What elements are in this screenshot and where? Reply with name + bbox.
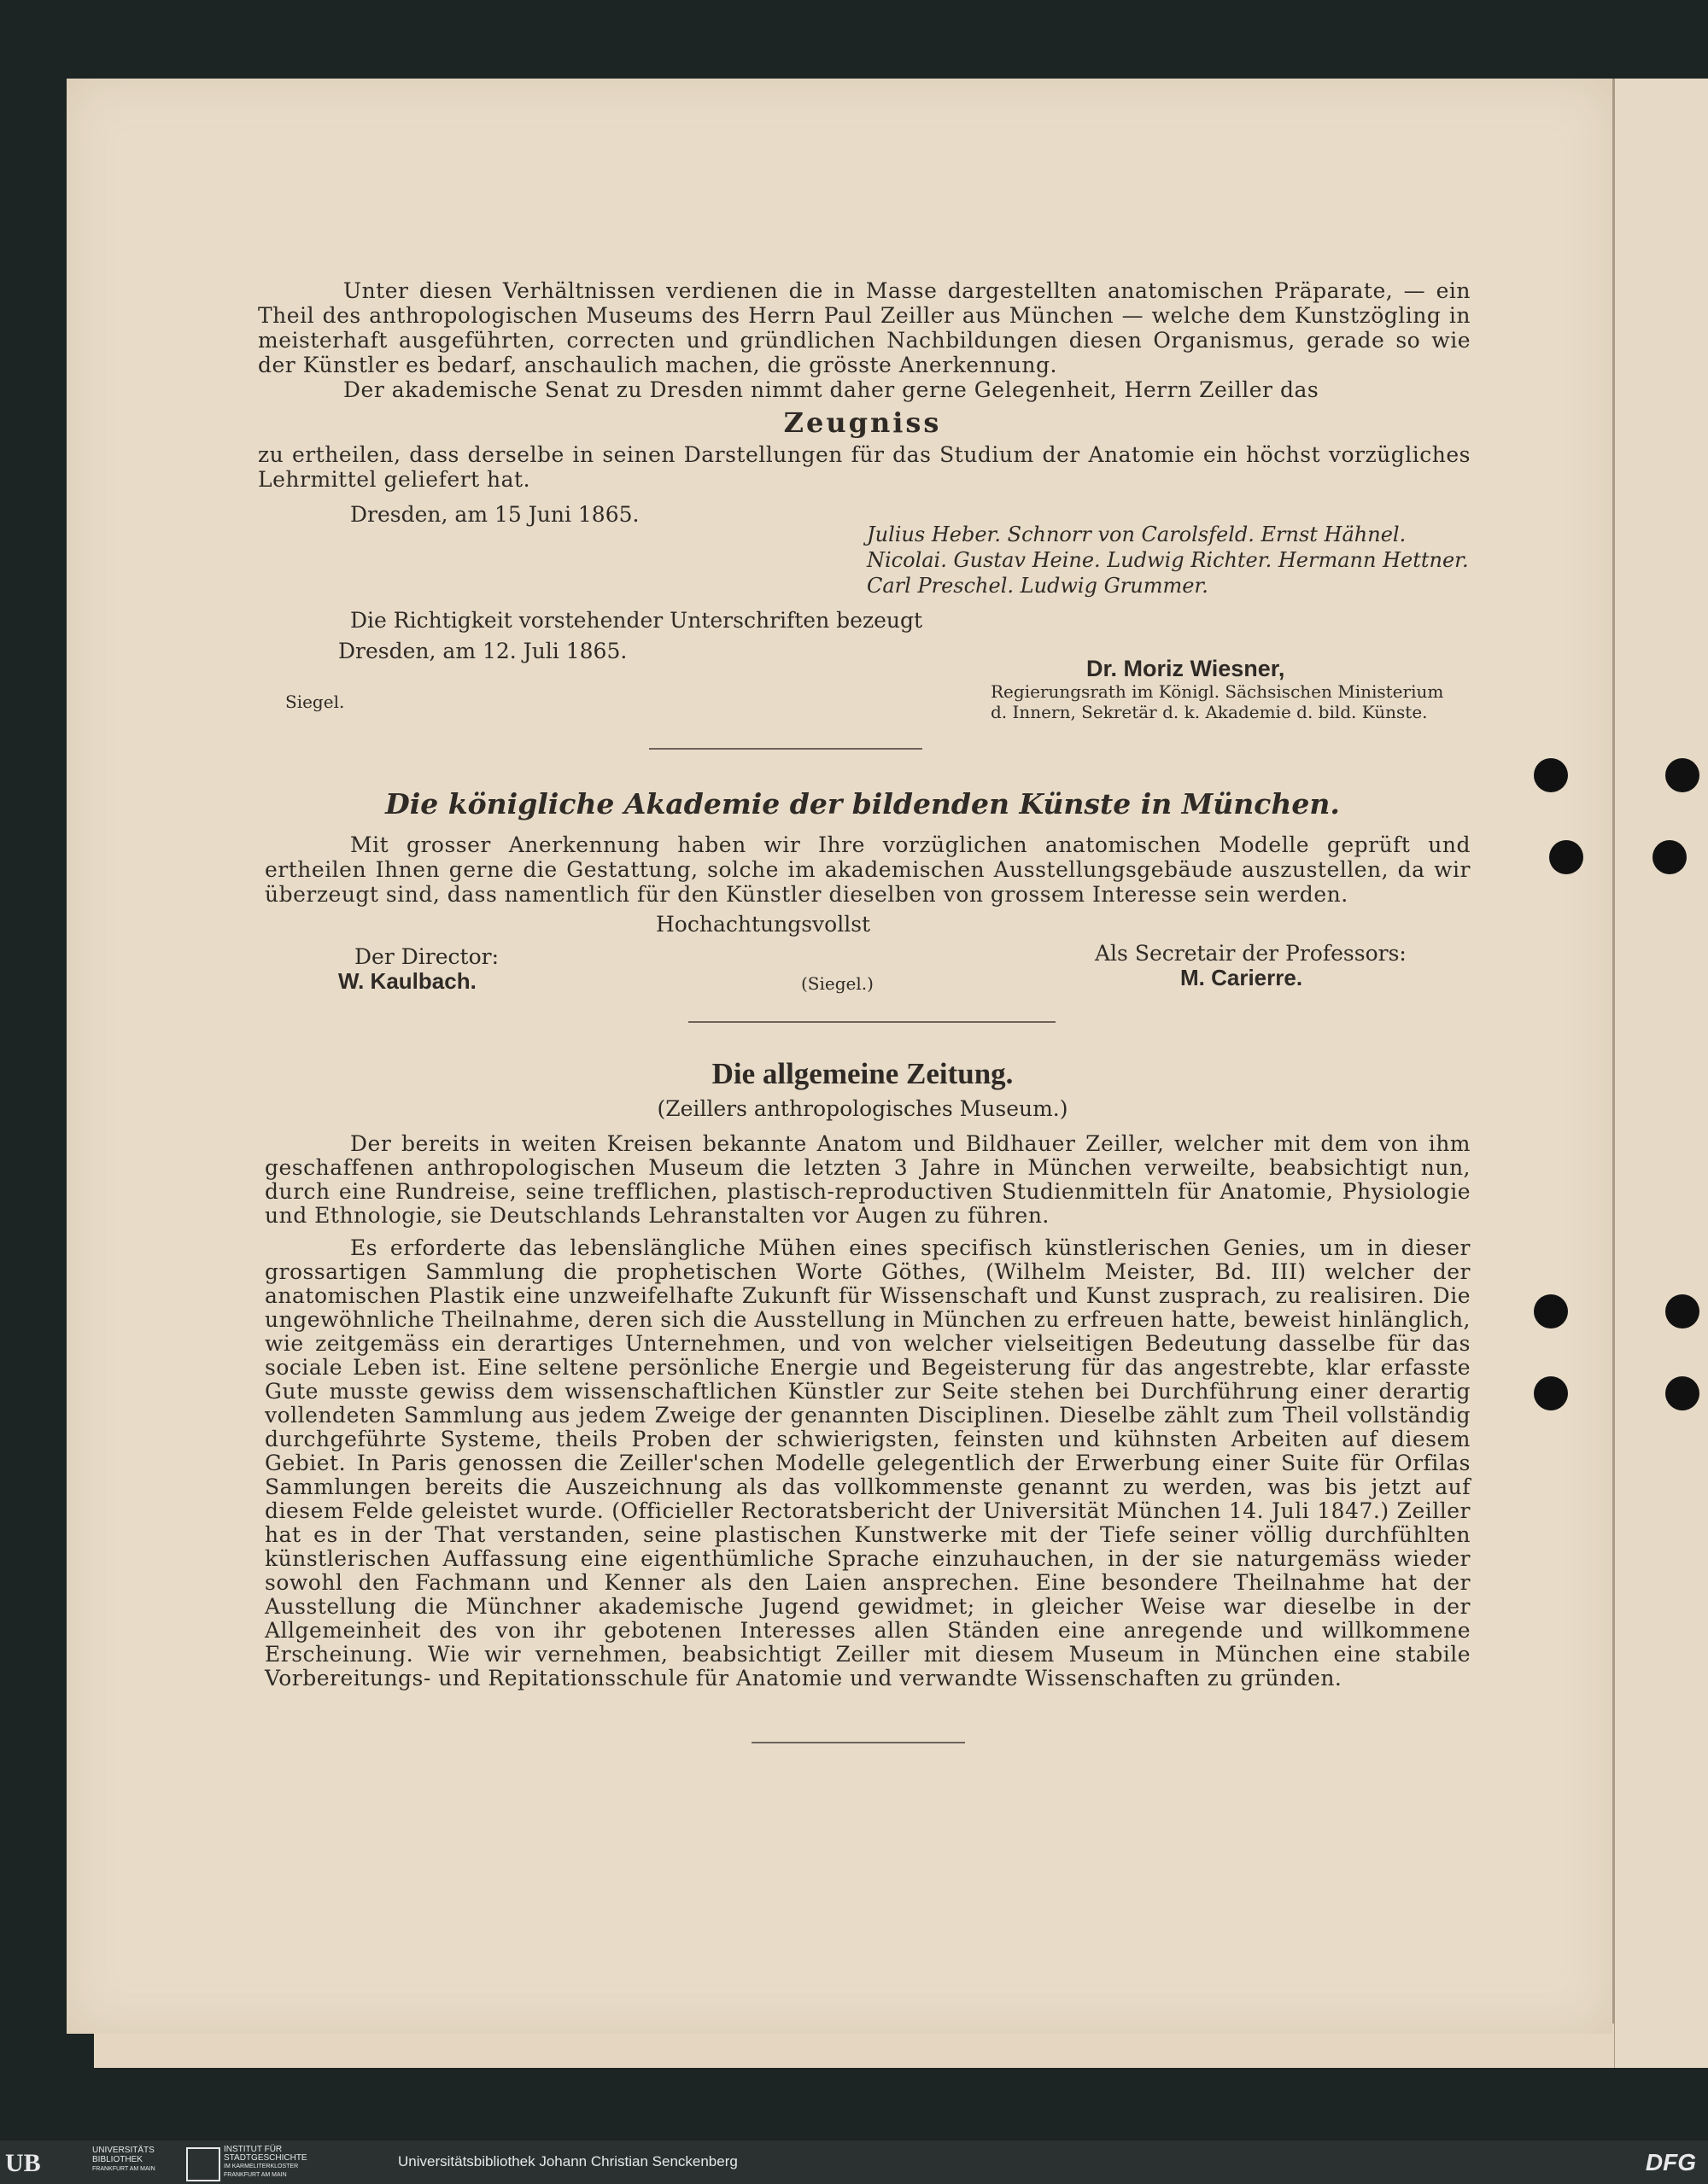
isg-logo-icon — [186, 2147, 220, 2181]
signatories-line-2: Nicolai. Gustav Heine. Ludwig Richter. Hermann Hettner. — [867, 548, 1469, 572]
closing-salutation: Hochachtungsvollst — [656, 912, 871, 937]
official-title-line-2: d. Innern, Sekretär d. k. Akademie d. bild. Künste. — [991, 702, 1428, 722]
zeugnis-paragraph-3: zu ertheilen, dass derselbe in seinen Darstellungen für das Studium der Anatomie ein höchst vorzügliches Lehrmittel geliefert hat. — [258, 442, 1471, 492]
ub-logo-text: UNIVERSITÄTS BIBLIOTHEK FRANKFURT AM MAIN — [92, 2146, 155, 2172]
zeitung-subheading: (Zeillers anthropologisches Museum.) — [657, 1096, 1068, 1121]
akademie-seal: (Siegel.) — [801, 973, 874, 994]
isg-logo-text: INSTITUT FÜR STADTGESCHICHTE IM KARMELITERKLOSTER FRANKFURT AM MAIN — [224, 2145, 307, 2178]
zeitung-paragraph-2: Es erforderte das lebenslängliche Mühen eines specifisch künstlerischen Genies, um in dieser grossartigen Sammlung die prophetischen Worte Göthes, (Wilhelm Meister, Bd. III) welcher der anatomischen Plastik eine unzweifelhafte Zukunft für Wissenschaft und Kunst zusprach, zu realisiren. Die ungewöhnliche Theilnahme, deren sich die Ausstellung in München zu erfreuen hatte, beweist hinlänglich, wie zeitgemäss ein derartiges Unternehmen, und von welcher vielseitigen Bedeutung dasselbe für das sociale Leben ist. Eine seltene persönliche Energie und Begeisterung für das angestrebte, klar erfasste Gute musste gewiss dem wissenschaftlichen Künstler zur Seite stehen bei Durchführung einer derartig vollendeten Sammlung aus jedem Zweige der genannten Disciplinen. Dieselbe zählt zum Theil vollständig durchgeführte Systeme, theils Proben der schwierigsten, feinsten und kühnsten Arbeiten auf diesem Gebiet. In Paris genossen die Zeiller'schen Modelle gelegentlich der Erwerbung einer Suite für Orfilas Sammlungen bereits die Auszeichnung als das vollkommenste genannt zu werden, was bis jetzt auf diesem Felde geleistet wurde. (Officieller Rectoratsbericht der Universität München 14. Juli 1847.) Zeiller hat es in der That verstanden, seine plastischen Kunstwerke mit der Tiefe seiner völlig durchfühlten künstlerischen Auffassung eine eigenthümliche Sprache einzuhauchen, in der sie naturgemäss wieder sowohl den Fachmann und Kenner als den Laien ansprechen. Eine besondere Theilnahme hat der Ausstellung die Münchner akademische Jugend gewidmet; in gleicher Weise war dieselbe in der Allgemeinheit des von ihr gebotenen Interesses allen Ständen eine anregende und willkommene Erscheinung. Wie wir vernehmen, beabsichtigt Zeiller mit diesem Museum in München eine stabile Vorbereitungs- und Repitationsschule für Anatomie und verwandte Wissenschaften zu gründen. — [265, 1235, 1471, 1691]
director-label: Der Director: — [354, 944, 499, 969]
signatories-line-3: Carl Preschel. Ludwig Grummer. — [867, 574, 1208, 598]
director-name: W. Kaulbach. — [338, 968, 477, 994]
zeitung-heading: Die allgemeine Zeitung. — [711, 1057, 1014, 1090]
zeugnis-heading: Zeugniss — [783, 406, 942, 439]
viewer-footer — [0, 2140, 1708, 2184]
zeugnis-date-2: Dresden, am 12. Juli 1865. — [338, 639, 628, 663]
attestation-text: Die Richtigkeit vorstehender Unterschriften bezeugt — [350, 608, 923, 633]
official-title-line-1: Regierungsrath im Königl. Sächsischen Ministerium — [991, 681, 1444, 702]
ub-logo: UB — [5, 2149, 41, 2177]
seal-label: Siegel. — [285, 692, 345, 712]
section-divider — [752, 1742, 965, 1743]
secretary-label: Als Secretair der Professors: — [1095, 941, 1407, 966]
section-divider — [649, 748, 922, 750]
akademie-paragraph: Mit grosser Anerkennung haben wir Ihre vorzüglichen anatomischen Modelle geprüft und ertheilen Ihnen gerne die Gestattung, solche im akademischen Ausstellungsgebäude auszustellen, da wir überzeugt sind, dass namentlich für den Künstler dieselben von grossem Interesse sein werden. — [265, 832, 1471, 907]
dfg-logo: DFG — [1645, 2149, 1696, 2175]
section-divider — [688, 1021, 1056, 1023]
zeitung-paragraph-1: Der bereits in weiten Kreisen bekannte Anatom und Bildhauer Zeiller, welcher mit dem von ihm geschaffenen anthropologischen Museum die letzten 3 Jahre in München verweilte, beabsichtigt nun, durch eine Rundreise, seine trefflichen, plastisch-reproductiven Studienmitteln für Anatomie, Physiologie und Ethnologie, sie Deutschlands Lehranstalten vor Augen zu führen. — [265, 1131, 1471, 1228]
secretary-name: M. Carierre. — [1180, 965, 1303, 990]
library-name: Universitätsbibliothek Johann Christian Senckenberg — [398, 2153, 738, 2169]
signatories-line-1: Julius Heber. Schnorr von Carolsfeld. Ernst Hähnel. — [867, 523, 1407, 546]
zeugnis-paragraph-1: Unter diesen Verhältnissen verdienen die in Masse dargestellten anatomischen Präparate, — ein Theil des anthropologischen Museums des Herrn Paul Zeiller aus München — welche dem Kunstzögling in meisterhaft ausgeführten, correcten und gründlichen Nachbildungen diesen Organismus, gerade so wie der Künstler es bedarf, anschaulich machen, die grösste Anerkennung. — [258, 278, 1471, 377]
zeugnis-date-1: Dresden, am 15 Juni 1865. — [350, 502, 640, 527]
akademie-heading: Die königliche Akademie der bildenden Künste in München. — [385, 787, 1340, 820]
official-name: Dr. Moriz Wiesner, — [1086, 656, 1285, 681]
zeugnis-paragraph-2: Der akademische Senat zu Dresden nimmt daher gerne Gelegenheit, Herrn Zeiller das — [343, 377, 1319, 402]
